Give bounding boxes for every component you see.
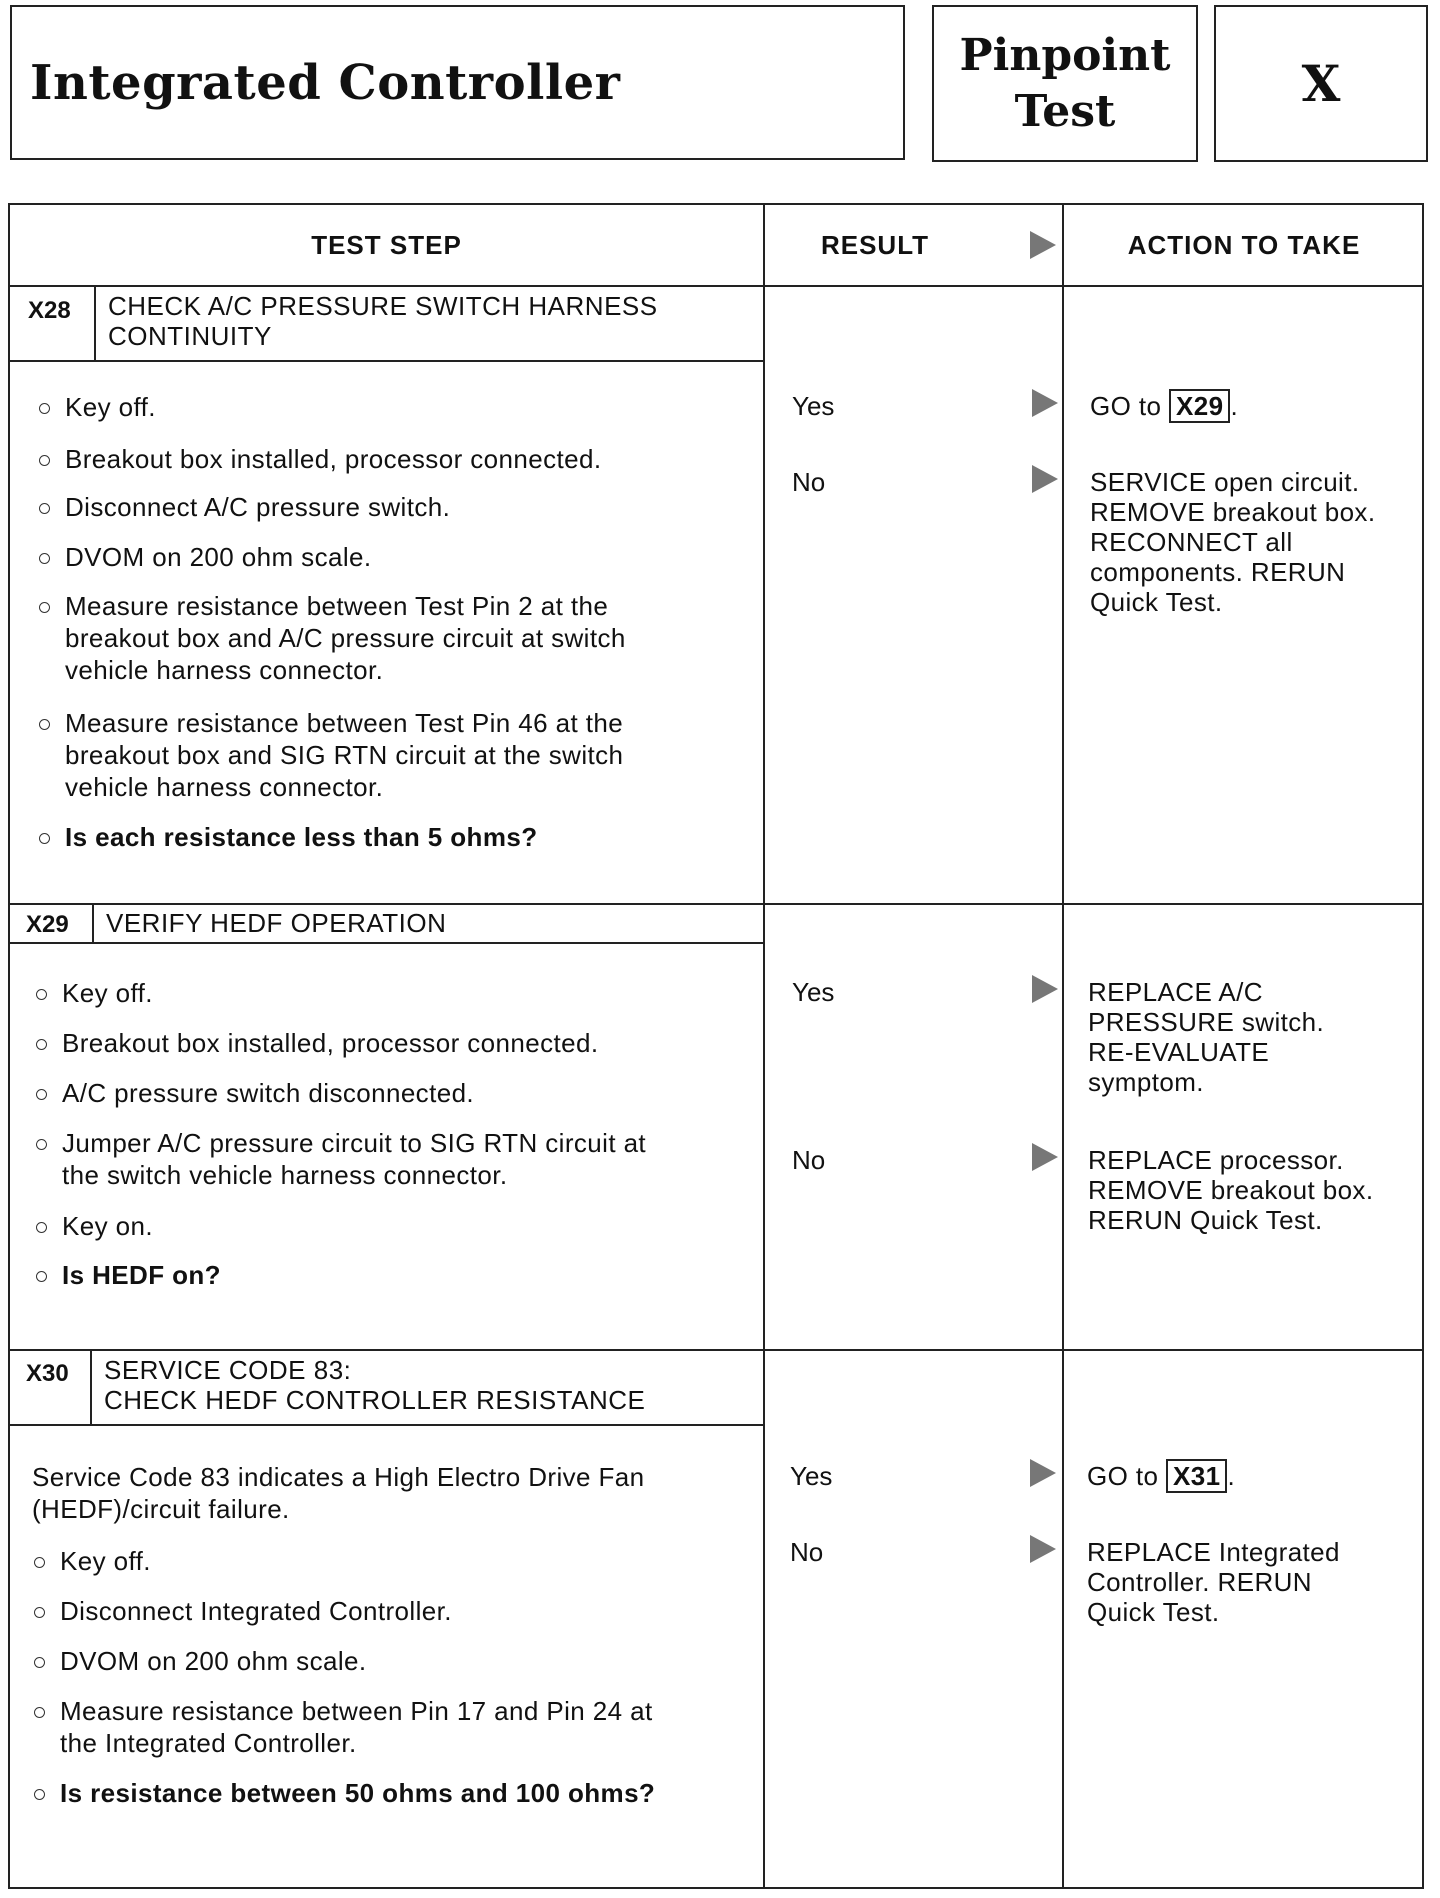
instruction: Measure resistance between Test Pin 2 at the	[65, 591, 609, 621]
action-line: RERUN Quick Test.	[1088, 1205, 1323, 1235]
instruction-continued: the Integrated Controller.	[60, 1728, 357, 1758]
instruction: Disconnect Integrated Controller.	[60, 1596, 452, 1626]
step-title-line: SERVICE CODE 83:	[104, 1355, 352, 1385]
result-no: No	[790, 1537, 824, 1567]
instruction-question: Is each resistance less than 5 ohms?	[65, 822, 538, 852]
instruction: Key off.	[60, 1546, 151, 1576]
instruction: Measure resistance between Test Pin 46 at the	[65, 708, 624, 738]
result-arrow-icon	[1032, 975, 1058, 1003]
action-line: REPLACE Integrated	[1087, 1537, 1340, 1567]
step-title-line: CHECK HEDF CONTROLLER RESISTANCE	[104, 1385, 646, 1415]
action-line: symptom.	[1088, 1067, 1204, 1097]
instruction: Key on.	[62, 1211, 153, 1241]
step-id: X28	[28, 297, 71, 324]
instruction: A/C pressure switch disconnected.	[62, 1078, 475, 1108]
instruction-continued: the switch vehicle harness connector.	[62, 1160, 508, 1190]
instruction-continued: vehicle harness connector.	[65, 655, 384, 685]
instruction-continued: breakout box and A/C pressure circuit at switch	[65, 623, 626, 653]
pinpoint-line-2: Test	[1014, 85, 1116, 137]
step-title-line: CONTINUITY	[108, 321, 272, 351]
action-line: SERVICE open circuit.	[1090, 467, 1360, 497]
instruction-question: Is HEDF on?	[62, 1260, 221, 1290]
result-no: No	[792, 467, 826, 497]
column-divider-2	[1062, 205, 1064, 1887]
action-line: PRESSURE switch.	[1088, 1007, 1325, 1037]
result-arrow-icon	[1032, 1143, 1058, 1171]
instruction: Breakout box installed, processor connected.	[65, 444, 602, 474]
action-line: Quick Test.	[1090, 587, 1223, 617]
action-text: GO to	[1087, 1461, 1159, 1491]
action-block	[1088, 1145, 1373, 1235]
column-divider-1	[763, 205, 765, 1887]
action-line: Controller. RERUN	[1087, 1567, 1312, 1597]
action-line: REMOVE breakout box.	[1090, 497, 1376, 527]
step-title	[92, 903, 763, 943]
title-box	[10, 5, 905, 160]
step-title-divider	[10, 1424, 763, 1426]
action-block	[1088, 977, 1324, 1097]
action-line: REPLACE A/C	[1088, 977, 1263, 1007]
step-id: X30	[26, 1360, 69, 1387]
action-line: components. RERUN	[1090, 557, 1346, 587]
instruction: Measure resistance between Pin 17 and Pin 24 at	[60, 1696, 653, 1726]
action-line: RE-EVALUATE	[1088, 1037, 1270, 1067]
pinpoint-test-label	[960, 28, 1171, 140]
instruction: Jumper A/C pressure circuit to SIG RTN circuit at	[62, 1128, 647, 1158]
section-letter: X	[1301, 54, 1341, 113]
instruction: DVOM on 200 ohm scale.	[65, 542, 372, 572]
instruction: Disconnect A/C pressure switch.	[65, 492, 451, 522]
header-result: RESULT	[820, 229, 930, 260]
instruction: Breakout box installed, processor connected.	[62, 1028, 599, 1058]
action-text: .	[1227, 1461, 1236, 1491]
pinpoint-table	[8, 203, 1424, 1889]
action-block	[1087, 1537, 1340, 1627]
result-no: No	[792, 1145, 826, 1175]
action-text: .	[1230, 391, 1239, 421]
step-id: X29	[26, 911, 69, 938]
step-intro: (HEDF)/circuit failure.	[32, 1494, 290, 1524]
action-line: RECONNECT all	[1090, 527, 1293, 557]
step-ref-x29[interactable]: X29	[1169, 389, 1230, 423]
result-arrow-icon	[1030, 1535, 1056, 1563]
action-goto	[1090, 391, 1238, 421]
header-result-arrow-icon	[1030, 231, 1056, 259]
result-arrow-icon	[1032, 465, 1058, 493]
result-yes: Yes	[792, 977, 835, 1007]
step-title-divider	[10, 942, 763, 944]
instruction: DVOM on 200 ohm scale.	[60, 1646, 367, 1676]
page-title: Integrated Controller	[30, 54, 621, 111]
step-title-line: CHECK A/C PRESSURE SWITCH HARNESS	[108, 291, 658, 321]
result-arrow-icon	[1032, 389, 1058, 417]
action-text: GO to	[1090, 391, 1162, 421]
step-title-line: VERIFY HEDF OPERATION	[106, 908, 447, 938]
instruction: Key off.	[65, 392, 156, 422]
header-test-step: TEST STEP	[311, 229, 462, 260]
step-title	[94, 285, 763, 361]
header-action: ACTION TO TAKE	[1127, 229, 1361, 260]
result-yes: Yes	[792, 391, 835, 421]
result-arrow-icon	[1030, 1459, 1056, 1487]
step-ref-x31[interactable]: X31	[1166, 1459, 1227, 1493]
action-goto	[1087, 1461, 1235, 1491]
instruction-question: Is resistance between 50 ohms and 100 ohms?	[60, 1778, 656, 1808]
step-title	[90, 1349, 763, 1425]
action-line: REPLACE processor.	[1088, 1145, 1344, 1175]
instruction-continued: breakout box and SIG RTN circuit at the switch	[65, 740, 624, 770]
step-intro: Service Code 83 indicates a High Electro Drive Fan	[32, 1462, 645, 1492]
action-line: REMOVE breakout box.	[1088, 1175, 1374, 1205]
section-box	[1214, 5, 1428, 162]
action-block	[1090, 467, 1375, 617]
instruction-continued: vehicle harness connector.	[65, 772, 384, 802]
pinpoint-line-1: Pinpoint	[959, 29, 1171, 81]
action-line: Quick Test.	[1087, 1597, 1220, 1627]
instruction: Key off.	[62, 978, 153, 1008]
pinpoint-test-box	[932, 5, 1198, 162]
result-yes: Yes	[790, 1461, 833, 1491]
step-title-divider	[10, 360, 763, 362]
